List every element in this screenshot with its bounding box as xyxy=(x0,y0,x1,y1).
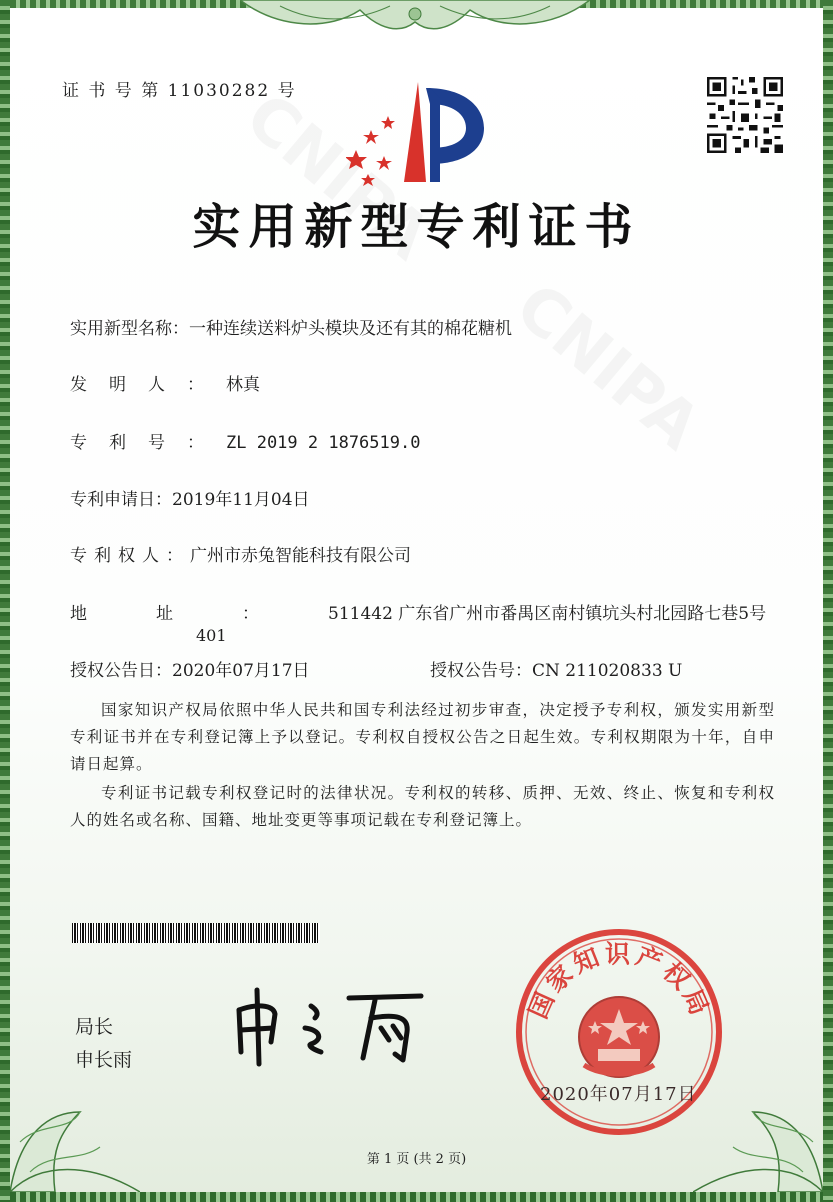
field-value: 一种连续送料炉头模块及还有其的棉花糖机 xyxy=(189,319,512,339)
field-label: 授权公告日： xyxy=(70,661,172,681)
director-title: 局长 xyxy=(75,1016,114,1038)
seal-date: 2020年07月17日 xyxy=(540,1084,697,1105)
signature-icon xyxy=(225,980,445,1070)
qr-code-icon xyxy=(704,74,786,156)
director-name: 申长雨 xyxy=(75,1049,133,1071)
border-left xyxy=(0,0,10,1202)
certificate-number-label: 证 书 号 第 xyxy=(62,81,161,101)
page-indicator: 第 1 页 (共 2 页) xyxy=(366,1152,467,1167)
field-label: 专利号： xyxy=(70,433,226,453)
field-value: 2020年07月17日 xyxy=(172,661,310,681)
address-line2: 401 xyxy=(196,626,227,645)
inventor-field xyxy=(70,370,260,395)
field-value: 广州市赤兔智能科技有限公司 xyxy=(190,546,411,566)
official-seal-icon xyxy=(512,925,727,1140)
field-label: 地址： xyxy=(70,604,328,624)
top-ornament-icon xyxy=(240,0,590,40)
grant-number-field xyxy=(430,656,682,681)
field-label: 专利权人： xyxy=(70,546,190,566)
certificate-number xyxy=(62,76,297,101)
statement-paragraph: 国家知识产权局依照中华人民共和国专利法经过初步审查，决定授予专利权，颁发实用新型专利证书并在专利登记簿上予以登记。专利权自授权公告之日起生效。专利权期限为十年，自申请日起算。 xyxy=(70,701,775,773)
patent-number-field xyxy=(70,428,420,453)
certificate-title: 实用新型专利证书 xyxy=(192,199,641,255)
address-field xyxy=(70,599,766,624)
seal-text: 国家知识产权局 xyxy=(523,939,716,1023)
legal-status-paragraph: 专利证书记载专利权登记时的法律状况。专利权的转移、质押、无效、终止、恢复和专利权人的姓名或名称、国籍、地址变更等事项记载在专利登记簿上。 xyxy=(70,784,775,829)
certificate-number-value: 11030282 xyxy=(167,81,271,101)
filing-date-field xyxy=(70,485,310,510)
patentee-field xyxy=(70,541,411,566)
field-label: 发明人： xyxy=(70,375,226,395)
field-value: 2019年11月04日 xyxy=(172,490,310,510)
field-value: ZL 2019 2 1876519.0 xyxy=(226,433,421,453)
field-label: 专利申请日： xyxy=(70,490,172,510)
field-value: 511442 广东省广州市番禺区南村镇坑头村北园路七巷5号 xyxy=(328,604,767,624)
cnipa-logo-icon xyxy=(346,78,496,188)
grant-date-field xyxy=(70,656,310,681)
certificate-number-suffix: 号 xyxy=(277,81,297,101)
border-right xyxy=(823,0,833,1202)
barcode-icon xyxy=(72,923,320,943)
field-value: CN 211020833 U xyxy=(532,661,683,681)
field-value: 林真 xyxy=(226,375,260,395)
watermark xyxy=(501,270,713,465)
field-label: 实用新型名称： xyxy=(70,319,189,339)
field-label: 授权公告号： xyxy=(430,661,532,681)
utility-model-name-field xyxy=(70,314,512,339)
corner-ornament-icon xyxy=(10,1052,140,1192)
border-bottom xyxy=(0,1192,833,1202)
